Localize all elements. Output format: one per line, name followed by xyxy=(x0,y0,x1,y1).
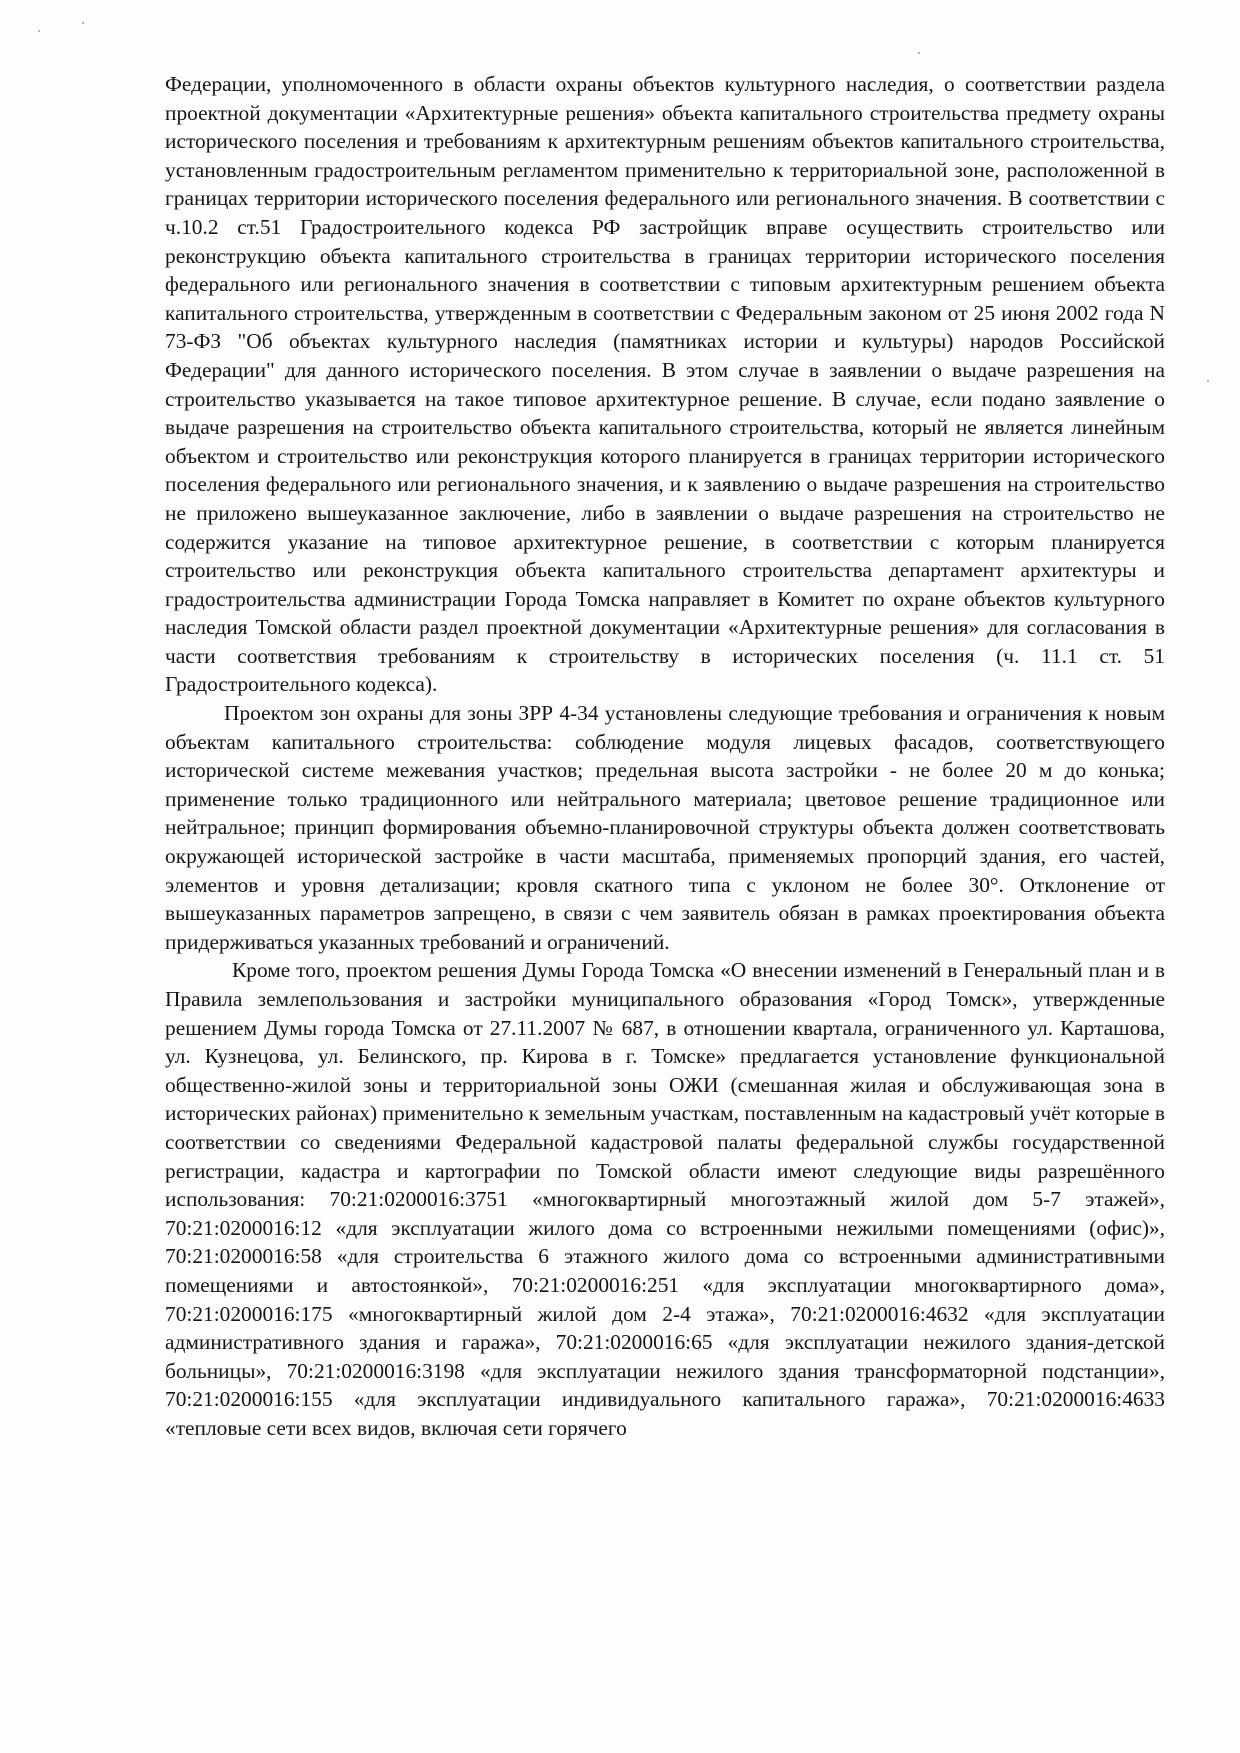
scan-speck xyxy=(82,22,84,24)
paragraph-duma-decision: Кроме того, проектом решения Думы Города Томска «О внесении изменений в Генеральный план и в Правила землепользования и застройки муниципального образования «Город Томск», утвержденные решением Думы города Томска от 27.11.2007 № 687, в отношении квартала, ограниченного ул. Карташова, ул. Кузнецова, ул. Белинского, пр. Кирова в г. Томске» предлагается установление функциональной общественно-жилой зоны и территориальной зоны ОЖИ (смешанная жилая и обслуживающая зона в исторических районах) применительно к земельным участкам, поставленным на кадастровый учёт которые в соответствии со сведениями Федеральной кадастровой палаты федеральной службы государственной регистрации, кадастра и картографии по Томской области имеют следующие виды разрешённого использования: 70:21:0200016:3751 «многоквартирный многоэтажный жилой дом 5-7 этажей», 70:21:0200016:12 «для эксплуатации жилого дома со встроенными нежилыми помещениями (офис)», 70:21:0200016:58 «для строительства 6 этажного жилого дома со встроенными административными помещениями и автостоянкой», 70:21:0200016:251 «для эксплуатации многоквартирного дома», 70:21:0200016:175 «многоквартирный жилой дом 2-4 этажа», 70:21:0200016:4632 «для эксплуатации административного здания и гаража», 70:21:0200016:65 «для эксплуатации нежилого здания-детской больницы», 70:21:0200016:3198 «для эксплуатации нежилого здания трансформаторной подстанции», 70:21:0200016:155 «для эксплуатации индивидуального капитального гаража», 70:21:0200016:4633 «тепловые сети всех видов, включая сети горячего xyxy=(165,958,1165,1440)
scan-speck xyxy=(918,52,920,54)
paragraph-zone-requirements: Проектом зон охраны для зоны ЗРР 4-34 установлены следующие требования и ограничения к новым объектам капитального строительства: соблюдение модуля лицевых фасадов, соответствующего исторической системе межевания участков; предельная высота застройки - не более 20 м до конька; применение только традиционного или нейтрального материала; цветовое решение традиционное или нейтральное; принцип формирования объемно-планировочной структуры объекта должен соответствовать окружающей исторической застройке в части масштаба, применяемых пропорций здания, его частей, элементов и уровня детализации; кровля скатного типа с уклоном не более 30°. Отклонение от вышеуказанных параметров запрещено, в связи с чем заявитель обязан в рамках проектирования объекта придерживаться указанных требований и ограничений. xyxy=(165,701,1165,954)
scan-speck xyxy=(1207,380,1209,382)
document-body xyxy=(165,70,1165,1443)
paragraph-continuation: Федерации, уполномоченного в области охраны объектов культурного наследия, о соответствии раздела проектной документации «Архитектурные решения» объекта капитального строительства предмету охраны исторического поселения и требованиям к архитектурным решениям объектов капитального строительства, установленным градостроительным регламентом применительно к территориальной зоне, расположенной в границах территории исторического поселения федерального или регионального значения. В соответствии с ч.10.2 ст.51 Градостроительного кодекса РФ застройщик вправе осуществить строительство или реконструкцию объекта капитального строительства в границах территории исторического поселения федерального или регионального значения в соответствии с типовым архитектурным решением объекта капитального строительства, утвержденным в соответствии с Федеральным законом от 25 июня 2002 года N 73-ФЗ "Об объектах культурного наследия (памятниках истории и культуры) народов Российской Федерации" для данного исторического поселения. В этом случае в заявлении о выдаче разрешения на строительство указывается на такое типовое архитектурное решение. В случае, если подано заявление о выдаче разрешения на строительство объекта капитального строительства, который не является линейным объектом и строительство или реконструкция которого планируется в границах территории исторического поселения федерального или регионального значения, и к заявлению о выдаче разрешения на строительство не приложено вышеуказанное заключение, либо в заявлении о выдаче разрешения на строительство не содержится указание на типовое архитектурное решение, в соответствии с которым планируется строительство или реконструкция объекта капитального строительства департамент архитектуры и градостроительства администрации Города Томска направляет в Комитет по охране объектов культурного наследия Томской области раздел проектной документации «Архитектурные решения» для согласования в части соответствия требованиям к строительству в исторических поселения (ч. 11.1 ст. 51 Градостроительного кодекса). xyxy=(165,72,1165,697)
scan-speck xyxy=(38,30,40,32)
